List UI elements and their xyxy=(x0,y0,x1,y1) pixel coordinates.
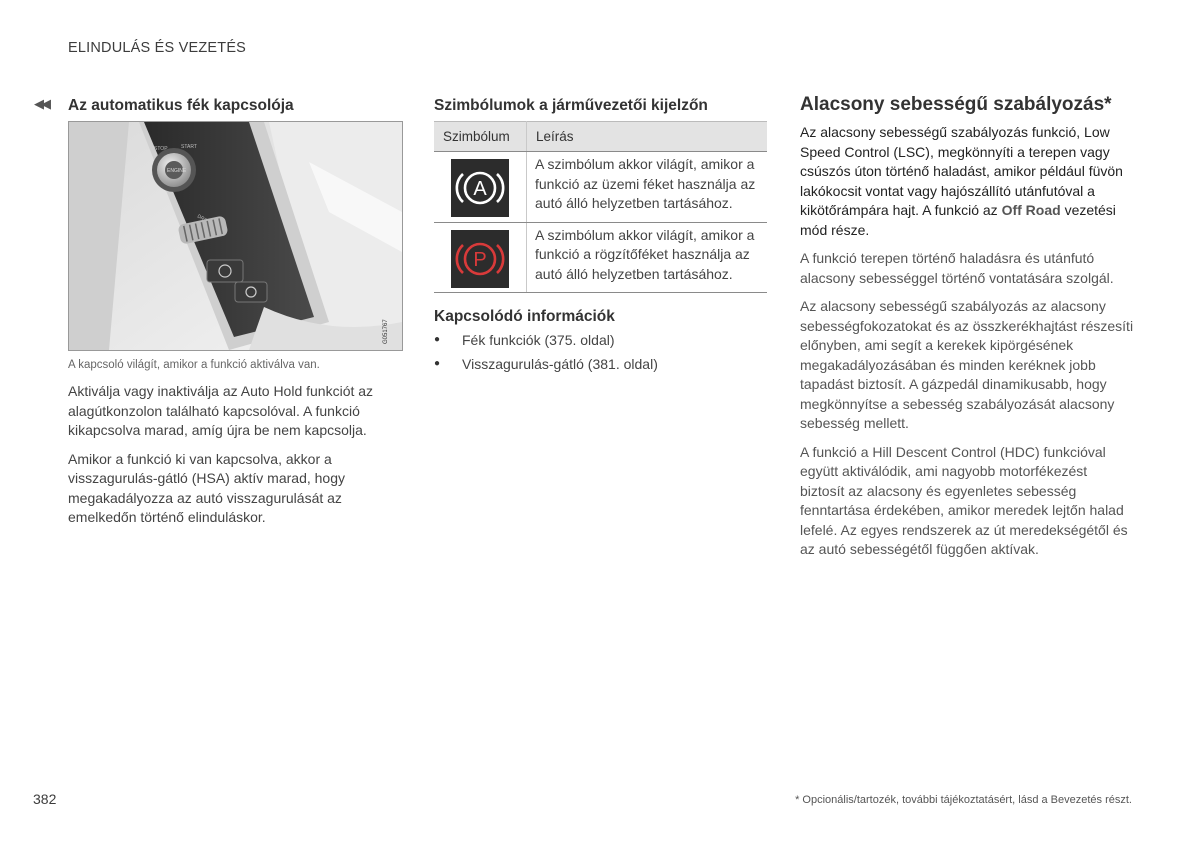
section-heading: Az automatikus fék kapcsolója xyxy=(68,97,294,114)
middle-column xyxy=(434,96,767,376)
table-header-row xyxy=(434,122,767,152)
description-cell: A szimbólum akkor világít, amikor a funkció a rögzítőféket használja az autó álló helyzetben tartásához. xyxy=(527,222,768,293)
section-title: Alacsony sebességű szabályozás* xyxy=(800,94,1112,115)
image-code: G051767 xyxy=(383,319,389,344)
table-row xyxy=(434,152,767,223)
paragraph: A funkció terepen történő haladásra és utánfutó alacsony sebességgel történő vontatására szolgál. xyxy=(800,250,1114,286)
description-cell: A szimbólum akkor világít, amikor a funkció az üzemi féket használja az autó álló helyzetben tartásához. xyxy=(527,152,768,223)
intro-paragraph xyxy=(800,123,1135,240)
off-road-term: Off Road xyxy=(1001,202,1061,218)
auto-hold-A-icon xyxy=(451,159,509,217)
symbol-cell xyxy=(434,222,527,293)
image-caption: A kapcsoló világít, amikor a funkció aktiválva van. xyxy=(68,359,320,371)
symbol-cell xyxy=(434,152,527,223)
footnote: * Opcionális/tartozék, további tájékoztatásért, lásd a Bevezetés részt. xyxy=(795,794,1132,806)
engine-label: ENGINE xyxy=(167,168,187,174)
intro-text: Az alacsony sebességű szabályozás funkció, Low Speed Control (LSC), megkönnyíti a terepen vagy csúszós úton történő haladást, amikor például füvön lakókocsit vontat vagy hajószállító utánfutóval a kikötőrámpára hajt. A funkció az xyxy=(800,124,1123,218)
related-list xyxy=(434,328,767,376)
right-column xyxy=(800,93,1135,560)
related-link[interactable]: ● Visszagurulás-gátló (381. oldal) xyxy=(434,352,767,376)
stop-label: STOP xyxy=(154,146,168,152)
paragraph: Az alacsony sebességű szabályozás az alacsony sebességfokozatokat és az összkerékhajtást részesíti előnyben, ami segít a kerekek kipörgésének megakadályozásában és minden keréknek jobb tapadást biztosít. A gázpedál dinamikusabb, hogy megkönnyítse a sebesség szabályozását alacsony sebesség mellett. xyxy=(800,298,1134,431)
symbol-letter: A xyxy=(473,178,487,200)
table-header-symbol: Szimbólum xyxy=(434,122,527,152)
page-number: 382 xyxy=(33,791,57,807)
console-photo xyxy=(68,121,403,351)
related-heading: Kapcsolódó információk xyxy=(434,308,615,325)
table-header-description: Leírás xyxy=(527,122,768,152)
paragraph: Aktiválja vagy inaktiválja az Auto Hold funkciót az alagútkonzolon található kapcsolóval. A funkció kikapcsolva marad, amíg újra be nem kapcsolja. xyxy=(68,383,374,438)
console-illustration xyxy=(69,122,402,350)
double-chevron-left-icon[interactable]: ◀◀ xyxy=(34,96,48,111)
table-row xyxy=(434,222,767,293)
parking-brake-P-icon xyxy=(451,230,509,288)
paragraph: Amikor a funkció ki van kapcsolva, akkor a visszagurulás-gátló (HSA) aktív marad, hogy megakadályozza az autó visszagurulását az emelkedőn történő elinduláskor. xyxy=(68,450,345,525)
start-label: START xyxy=(181,144,197,150)
symbol-letter: P xyxy=(473,248,487,271)
symbol-table xyxy=(434,121,767,293)
related-link[interactable]: ● Fék funkciók (375. oldal) xyxy=(434,328,767,352)
page-header: ELINDULÁS ÉS VEZETÉS xyxy=(68,40,247,56)
left-column xyxy=(34,96,403,528)
paragraph: A funkció a Hill Descent Control (HDC) funkcióval együtt aktiválódik, ami nagyobb motorfékezést biztosít az alacsony és egyenletes sebesség fenntartása érdekében, amikor meredek lejtőn halad lefelé. Az egyes rendszerek az út meredekségétől és az autó sebességétől függően aktívak. xyxy=(800,443,1128,557)
intro-text-end: vezetési mód része. xyxy=(800,202,1116,238)
section-heading: Szimbólumok a járművezetői kijelzőn xyxy=(434,97,708,114)
